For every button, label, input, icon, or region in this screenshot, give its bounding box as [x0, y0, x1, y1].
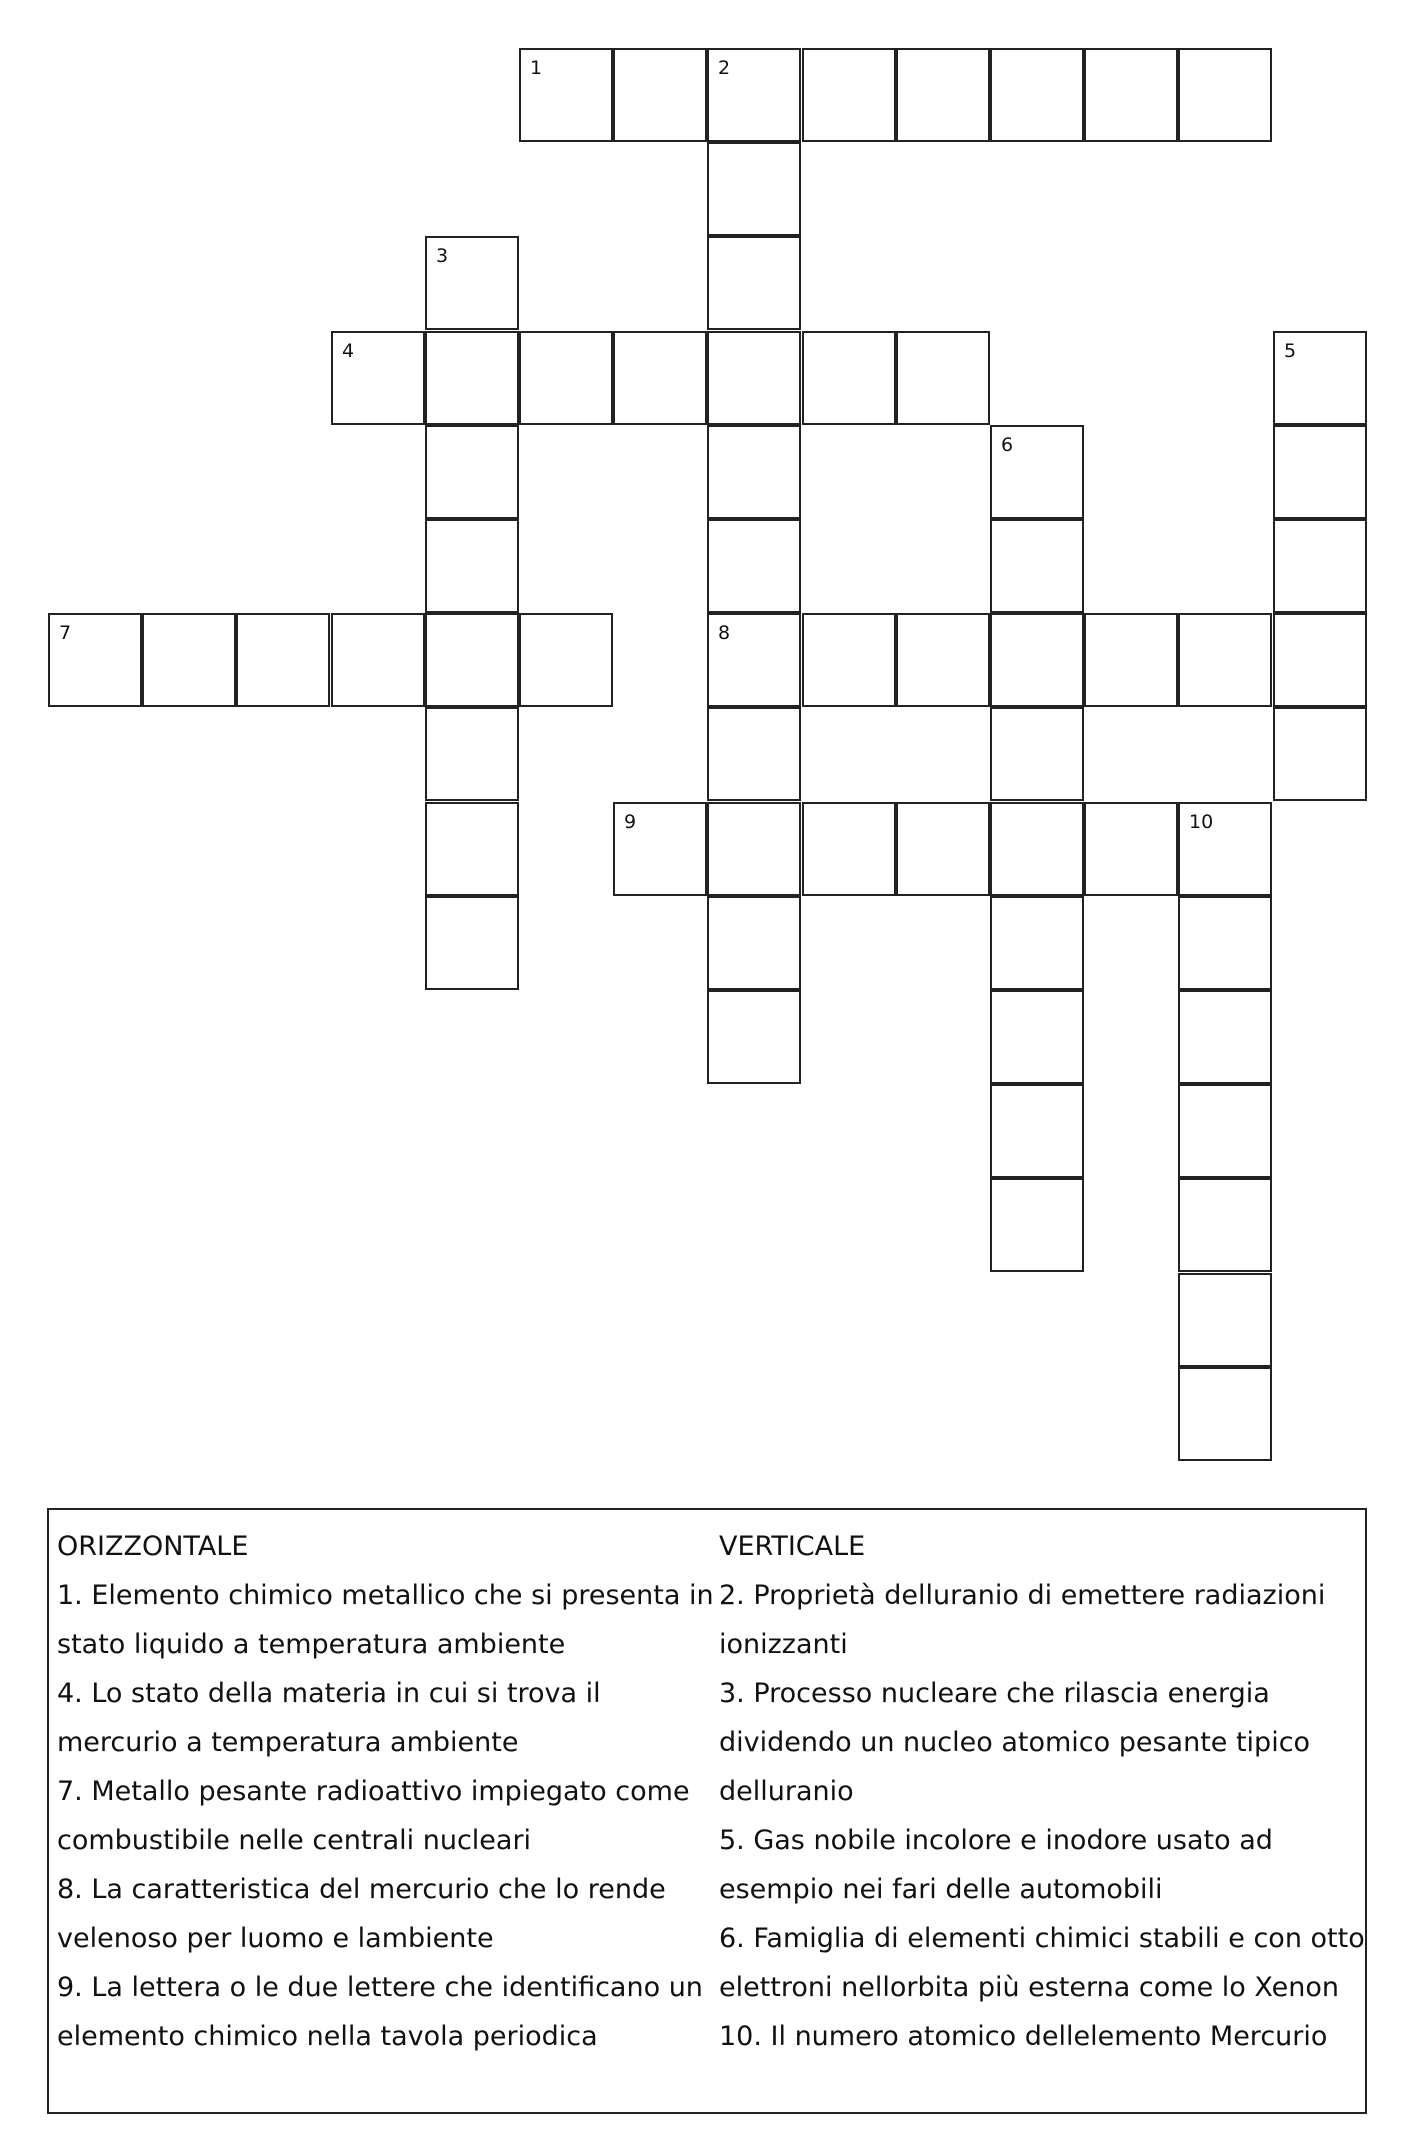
cell-number: 7	[59, 622, 72, 644]
down-clue-line: delluranio	[719, 1776, 854, 1807]
grid-cell[interactable]	[802, 802, 896, 896]
cell-number: 1	[530, 57, 543, 79]
across-clues	[57, 1522, 714, 2061]
grid-cell[interactable]	[1178, 1273, 1272, 1367]
grid-cell[interactable]	[990, 990, 1084, 1084]
grid-cell[interactable]	[48, 613, 142, 707]
grid-cell[interactable]	[331, 613, 425, 707]
grid-cell[interactable]	[990, 707, 1084, 801]
grid-cell[interactable]	[707, 519, 801, 613]
grid-cell[interactable]	[990, 1178, 1084, 1272]
grid-cell[interactable]	[802, 613, 896, 707]
grid-cell[interactable]	[1178, 1367, 1272, 1461]
cell-number: 9	[624, 811, 637, 833]
grid-cell[interactable]	[990, 48, 1084, 142]
down-clue-line: 2. Proprietà delluranio di emettere radiazioni	[719, 1580, 1326, 1611]
grid-cell[interactable]	[425, 425, 519, 519]
grid-cell[interactable]	[707, 48, 801, 142]
grid-cell[interactable]	[802, 48, 896, 142]
grid-cell[interactable]	[1273, 519, 1367, 613]
grid-cell[interactable]	[331, 331, 425, 425]
down-clue-line: ionizzanti	[719, 1629, 848, 1660]
grid-cell[interactable]	[519, 331, 613, 425]
grid-cell[interactable]	[425, 707, 519, 801]
across-clue-line: combustibile nelle centrali nucleari	[57, 1825, 532, 1856]
grid-cell[interactable]	[1273, 331, 1367, 425]
grid-cell[interactable]	[1084, 802, 1178, 896]
clues-box	[47, 1508, 1367, 2114]
down-clue-line: esempio nei fari delle automobili	[719, 1874, 1163, 1905]
grid-cell[interactable]	[990, 1084, 1084, 1178]
down-clue-line: 5. Gas nobile incolore e inodore usato ad	[719, 1825, 1273, 1856]
across-clue-line: 1. Elemento chimico metallico che si presenta in	[57, 1580, 714, 1611]
grid-cell[interactable]	[1273, 613, 1367, 707]
grid-cell[interactable]	[519, 48, 613, 142]
across-clue-line: stato liquido a temperatura ambiente	[57, 1629, 566, 1660]
cell-number: 6	[1001, 434, 1014, 456]
grid-cell[interactable]	[1178, 990, 1272, 1084]
grid-cell[interactable]	[990, 802, 1084, 896]
grid-cell[interactable]	[990, 425, 1084, 519]
cell-number: 5	[1284, 340, 1297, 362]
grid-cell[interactable]	[896, 613, 990, 707]
grid-cell[interactable]	[707, 236, 801, 330]
grid-cell[interactable]	[613, 331, 707, 425]
grid-cell[interactable]	[1178, 1084, 1272, 1178]
across-clue-line: mercurio a temperatura ambiente	[57, 1727, 519, 1758]
down-clue-line: 10. Il numero atomico dellelemento Mercurio	[719, 2021, 1328, 2052]
down-clue-line: 6. Famiglia di elementi chimici stabili e con otto	[719, 1923, 1365, 1954]
grid-cell[interactable]	[1273, 707, 1367, 801]
cell-number: 10	[1189, 811, 1214, 833]
grid-cell[interactable]	[425, 519, 519, 613]
grid-cell[interactable]	[707, 707, 801, 801]
grid-cell[interactable]	[802, 331, 896, 425]
grid-cell[interactable]	[425, 896, 519, 990]
grid-cell[interactable]	[707, 896, 801, 990]
grid-cell[interactable]	[142, 613, 236, 707]
grid-cell[interactable]	[1178, 48, 1272, 142]
down-clue-line: 3. Processo nucleare che rilascia energia	[719, 1678, 1270, 1709]
grid-cell[interactable]	[990, 519, 1084, 613]
grid-cell[interactable]	[896, 48, 990, 142]
grid-cell[interactable]	[707, 142, 801, 236]
grid-cell[interactable]	[707, 802, 801, 896]
grid-cell[interactable]	[425, 236, 519, 330]
across-clue-line: 9. La lettera o le due lettere che identificano un	[57, 1972, 703, 2003]
grid-cell[interactable]	[519, 613, 613, 707]
across-clue-line: elemento chimico nella tavola periodica	[57, 2021, 598, 2052]
grid-cell[interactable]	[896, 331, 990, 425]
across-clue-line: velenoso per luomo e lambiente	[57, 1923, 494, 1954]
cell-number: 2	[718, 57, 731, 79]
down-heading: VERTICALE	[719, 1531, 866, 1562]
grid-cell[interactable]	[990, 896, 1084, 990]
grid-cell[interactable]	[425, 802, 519, 896]
cell-number: 3	[436, 245, 449, 267]
grid-cell[interactable]	[1084, 613, 1178, 707]
cell-number: 8	[718, 622, 731, 644]
grid-cell[interactable]	[1178, 896, 1272, 990]
grid-cell[interactable]	[1178, 1178, 1272, 1272]
grid-cell[interactable]	[707, 613, 801, 707]
grid-cell[interactable]	[896, 802, 990, 896]
grid-cell[interactable]	[1273, 425, 1367, 519]
grid-cell[interactable]	[707, 425, 801, 519]
grid-cell[interactable]	[1178, 613, 1272, 707]
grid-cell[interactable]	[236, 613, 330, 707]
grid-cell[interactable]	[425, 613, 519, 707]
grid-cell[interactable]	[707, 990, 801, 1084]
grid-cell[interactable]	[707, 331, 801, 425]
down-clue-line: dividendo un nucleo atomico pesante tipico	[719, 1727, 1311, 1758]
down-clue-line: elettroni nellorbita più esterna come lo Xenon	[719, 1972, 1339, 2003]
across-clue-line: 8. La caratteristica del mercurio che lo rende	[57, 1874, 666, 1905]
across-clue-line: 4. Lo stato della materia in cui si trova il	[57, 1678, 601, 1709]
grid-cell[interactable]	[990, 613, 1084, 707]
across-heading: ORIZZONTALE	[57, 1531, 249, 1562]
down-clues	[719, 1522, 1365, 2061]
grid-cell[interactable]	[613, 48, 707, 142]
cell-number: 4	[342, 340, 355, 362]
grid-cell[interactable]	[425, 331, 519, 425]
grid-cell[interactable]	[1084, 48, 1178, 142]
across-clue-line: 7. Metallo pesante radioattivo impiegato come	[57, 1776, 690, 1807]
grid-cell[interactable]	[613, 802, 707, 896]
grid-cell[interactable]	[1178, 802, 1272, 896]
